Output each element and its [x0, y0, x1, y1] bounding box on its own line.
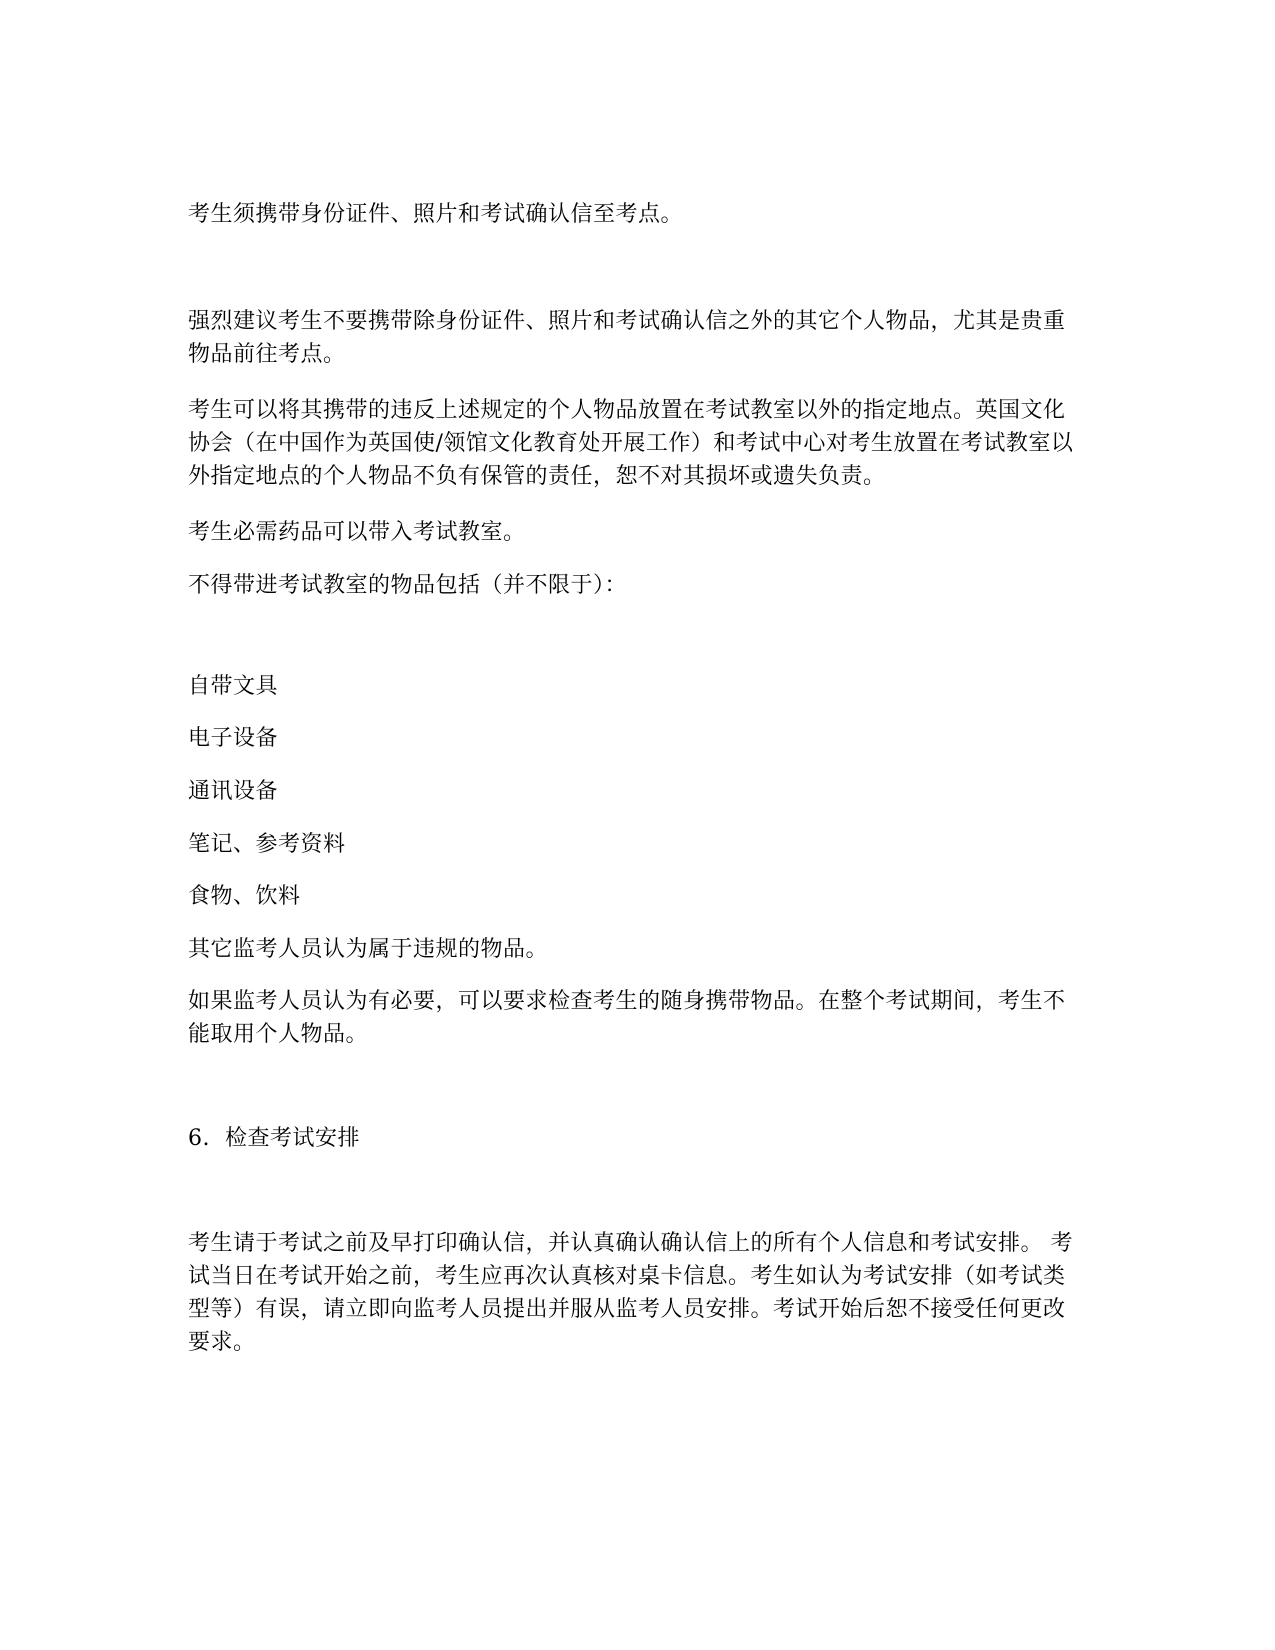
text-line: 考生可以将其携带的违反上述规定的个人物品放置在考试教室以外的指定地点。英国文化	[188, 398, 1066, 423]
text-line: 如果监考人员认为有必要，可以要求检查考生的随身携带物品。在整个考试期间，考生不	[188, 989, 1066, 1014]
list-item: 通讯设备	[188, 779, 279, 804]
paragraph-check-arrangement	[188, 1227, 1093, 1359]
paragraph-medicine: 考生必需药品可以带入考试教室。	[188, 520, 526, 545]
list-item: 食物、饮料	[188, 884, 301, 909]
text-line: 能取用个人物品。	[188, 1022, 369, 1047]
text-line: 要求。	[188, 1330, 256, 1355]
paragraph-bring-documents: 考生须携带身份证件、照片和考试确认信至考点。	[188, 202, 684, 227]
text-line: 物品前往考点。	[188, 342, 346, 367]
text-line: 试当日在考试开始之前，考生应再次认真核对桌卡信息。考生如认为考试安排（如考试类	[188, 1264, 1066, 1289]
text-line: 强烈建议考生不要携带除身份证件、照片和考试确认信之外的其它个人物品，尤其是贵重	[188, 309, 1066, 334]
paragraph-prohibited-intro: 不得带进考试教室的物品包括（并不限于）：	[188, 573, 628, 598]
text-line: 协会（在中国作为英国使/领馆文化教育处开展工作）和考试中心对考生放置在考试教室以	[188, 431, 1074, 456]
list-item: 电子设备	[188, 726, 279, 751]
paragraph-storage-liability	[188, 394, 1093, 493]
list-item: 其它监考人员认为属于违规的物品。	[188, 937, 549, 962]
paragraph-recommend-no-items	[188, 305, 1093, 371]
list-item: 笔记、参考资料	[188, 832, 346, 857]
text-line: 外指定地点的个人物品不负有保管的责任，恕不对其损坏或遗失负责。	[188, 464, 886, 489]
section-heading: 6. 检查考试安排	[188, 1126, 360, 1151]
text-line: 型等）有误，请立即向监考人员提出并服从监考人员安排。考试开始后恕不接受任何更改	[188, 1297, 1066, 1322]
paragraph-inspection	[188, 985, 1093, 1051]
list-item: 自带文具	[188, 674, 279, 699]
text-line: 考生请于考试之前及早打印确认信，并认真确认确认信上的所有个人信息和考试安排。 考	[188, 1231, 1073, 1256]
